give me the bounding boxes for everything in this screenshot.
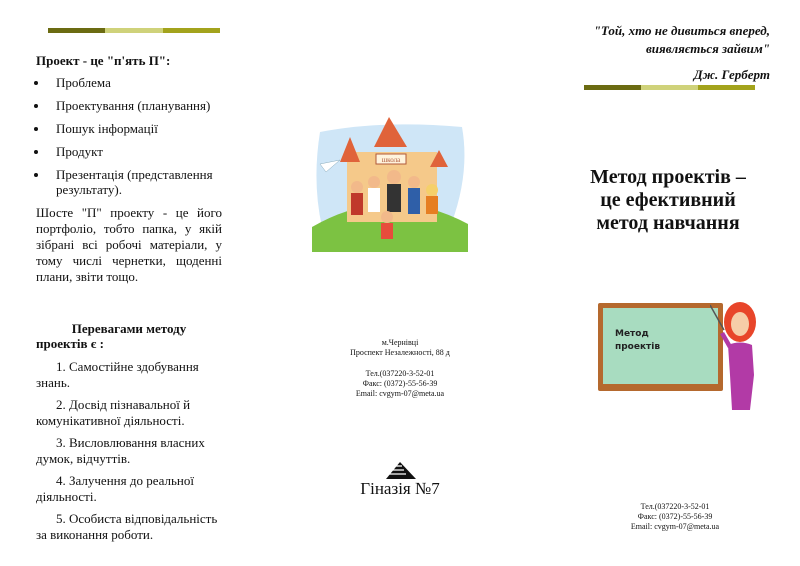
title-line: Метод проектів – [590,166,746,188]
list-item: Проектування (планування) [30,98,225,121]
portfolio-paragraph: Шосте "П" проекту - це його портфоліо, тобто папка, у якій зібрані всі робочі матеріали, у тому числі чернетки, щоденні плани, звіти тощо. [36,205,222,284]
quote-line: виявляється зайвим" [645,41,770,56]
teacher-illustration [710,300,760,412]
email-text: Email: cvgym-07@meta.ua [355,389,445,398]
title-line: метод навчання [596,212,740,234]
brochure-title [570,166,766,235]
advantages-title-line: проектів є : [36,336,104,351]
email-text: Email: cvgym-07@meta.ua [630,522,720,531]
contacts-block [595,502,755,532]
list-item: 1. Самостійне здобування знань. [36,359,199,390]
school-logo-icon [386,462,416,480]
five-p-heading: Проект - це "п'ять П": [36,53,171,68]
board-text: проектів [615,342,661,352]
fax-text: Факс: (0372)-55-56-39 [362,379,438,388]
board-text: Метод [615,329,649,339]
city-text: м.Чернівці [381,338,419,347]
school-sign-text: школа [381,156,401,164]
title-line: це ефективний [600,189,736,211]
phone-text: Тел.(037220-3-52-01 [640,502,710,511]
school-illustration [312,112,468,252]
chalkboard-illustration [598,303,723,391]
list-item: Продукт [30,144,225,167]
decorative-bars [48,28,220,33]
quote-line: "Той, хто не дивиться вперед, [593,23,770,38]
advantages-title-line: Перевагами методу [71,321,187,336]
fax-text: Факс: (0372)-55-56-39 [637,512,713,521]
list-item: Презентація (представлення результату). [30,167,225,197]
quote-author: Дж. Герберт [693,67,770,82]
five-p-list [30,75,225,197]
school-name: Гіназія №7 [360,479,440,498]
list-item: 5. Особиста відповідальність за виконання роботи. [36,511,218,542]
phone-text: Тел.(037220-3-52-01 [365,369,435,378]
quote [580,22,770,84]
advantages-list [36,359,222,549]
street-text: Проспект Незалежності, 88 д [350,348,450,357]
list-item: 3. Висловлювання власних думок, відчуттів. [36,435,205,466]
list-item: Пошук інформації [30,121,225,144]
address-block [320,338,480,399]
list-item: 2. Досвід пізнавальної й комунікативної діяльності. [36,397,191,428]
list-item: Проблема [30,75,225,98]
advantages-title [36,321,222,351]
decorative-bars [584,85,755,90]
list-item: 4. Залучення до реальної діяльності. [36,473,194,504]
